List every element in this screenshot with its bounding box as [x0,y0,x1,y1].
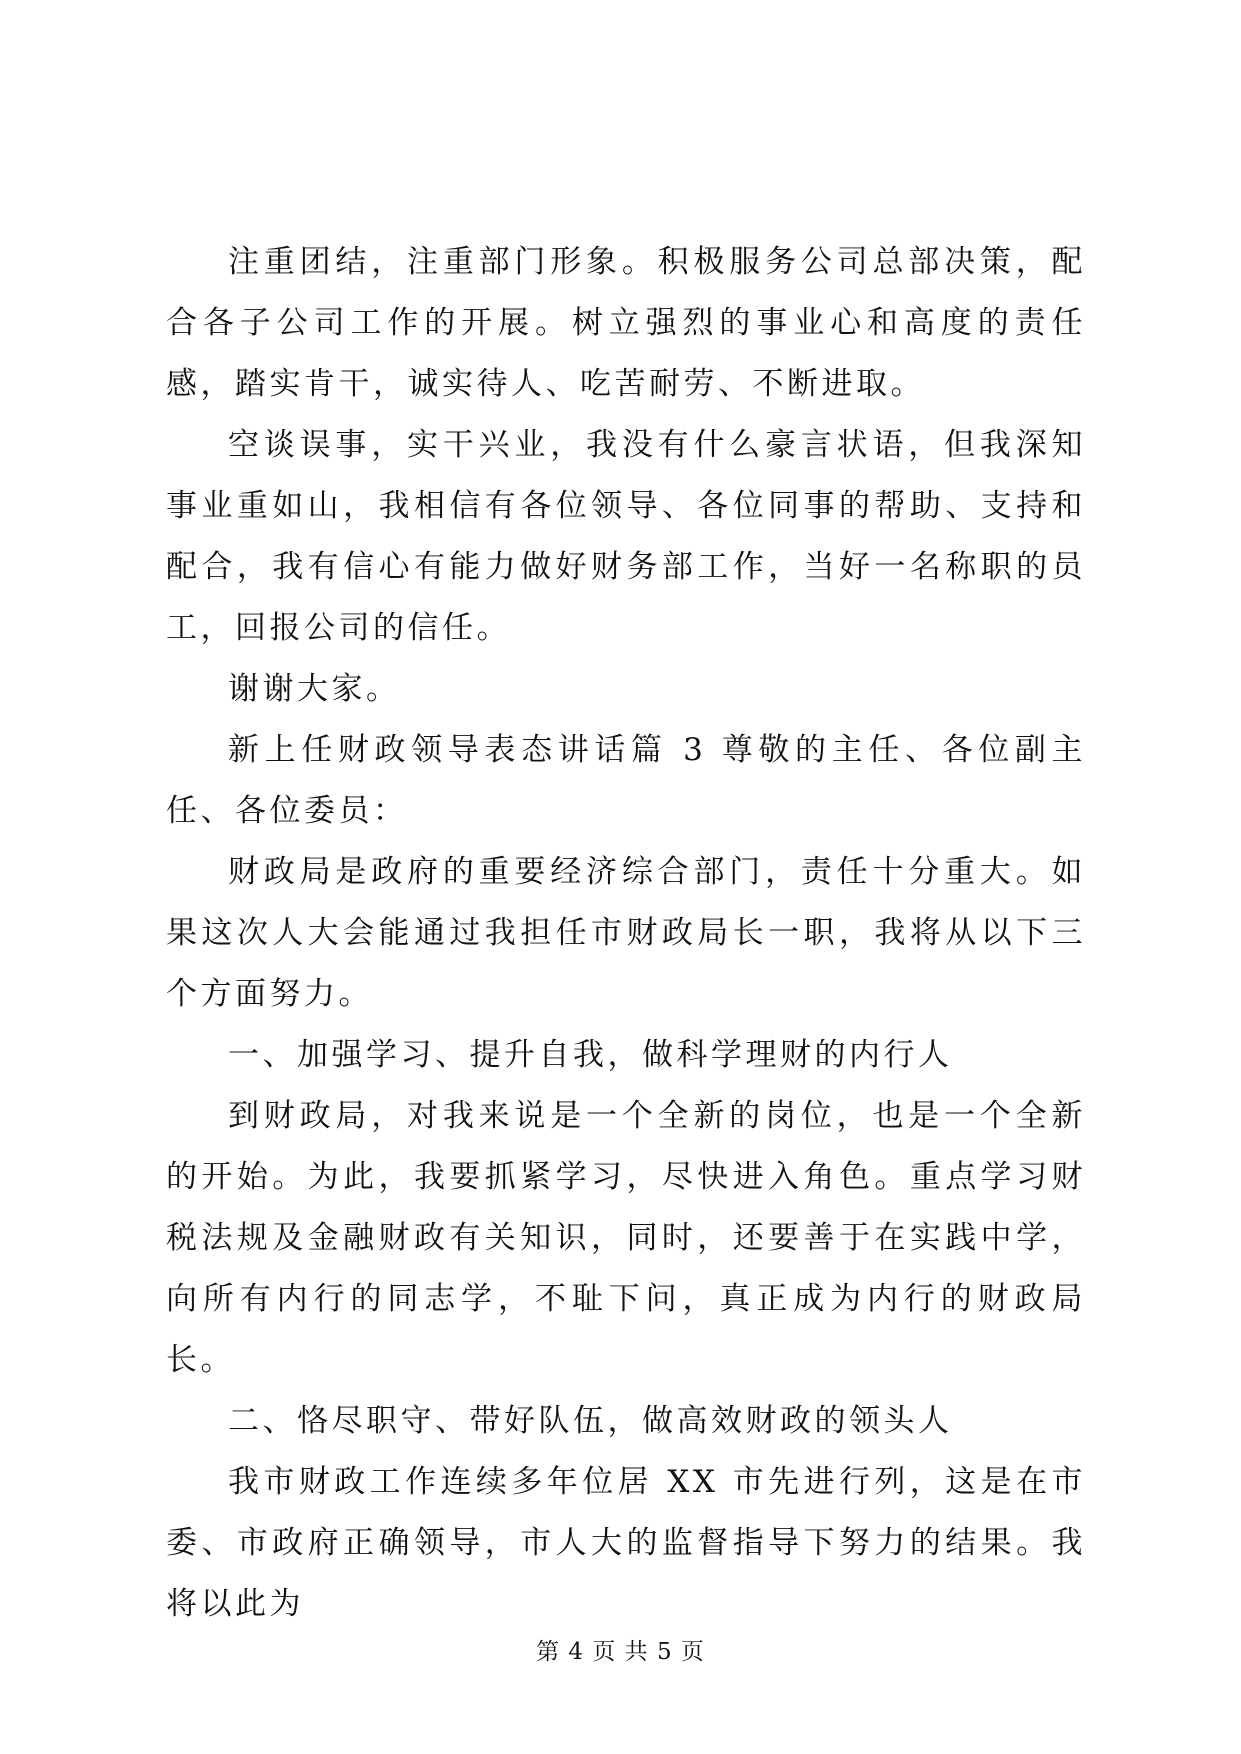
paragraph-unity: 注重团结，注重部门形象。积极服务公司总部决策，配合各子公司工作的开展。树立强烈的事业心和高度的责任感，踏实肯干，诚实待人、吃苦耐劳、不断进取。 [166,244,1086,402]
paragraph-finance-bureau-role: 财政局是政府的重要经济综合部门，责任十分重大。如果这次人大会能通过我担任市财政局长一职，我将从以下三个方面努力。 [166,854,1086,1012]
paragraph-speech-3-salutation: 新上任财政领导表态讲话篇 3 尊敬的主任、各位副主任、各位委员： [166,732,1086,829]
document-body [166,232,1086,1635]
section-heading-1: 一、加强学习、提升自我，做科学理财的内行人 [228,1037,953,1073]
paragraph-achievements: 我市财政工作连续多年位居 XX 市先进行列，这是在市委、市政府正确领导，市人大的监督指导下努力的结果。我将以此为 [166,1464,1086,1622]
paragraph-commitment: 空谈误事，实干兴业，我没有什么豪言状语，但我深知事业重如山，我相信有各位领导、各位同事的帮助、支持和配合，我有信心有能力做好财务部工作，当好一名称职的员工，回报公司的信任。 [166,427,1086,646]
page-number-footer: 第 4 页 共 5 页 [536,1639,705,1665]
section-heading-2: 二、恪尽职守、带好队伍，做高效财政的领头人 [228,1403,953,1439]
paragraph-learning: 到财政局，对我来说是一个全新的岗位，也是一个全新的开始。为此，我要抓紧学习，尽快进入角色。重点学习财税法规及金融财政有关知识，同时，还要善于在实践中学，向所有内行的同志学，不耻下问，真正成为内行的财政局长。 [166,1098,1086,1378]
paragraph-thanks: 谢谢大家。 [228,671,401,707]
